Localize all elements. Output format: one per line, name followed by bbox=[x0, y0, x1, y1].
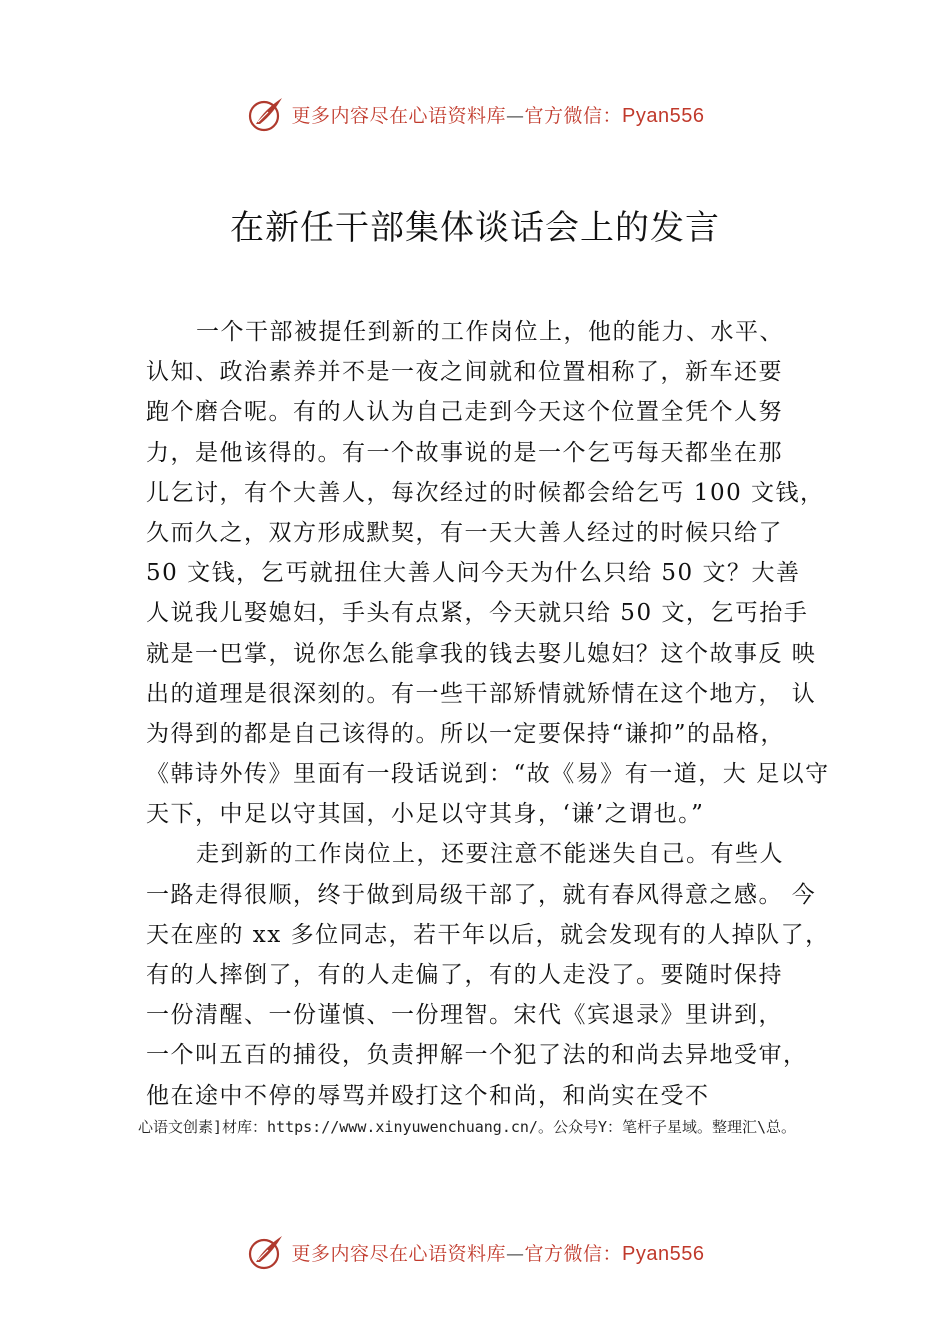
document-title: 在新任干部集体谈话会上的发言 bbox=[230, 208, 720, 248]
banner-slogan: 更多内容尽在心语资料库 bbox=[291, 1242, 507, 1265]
body-line: 人说我儿娶媳妇，手头有点紧，今天就只给 50 文，乞丐抬手 bbox=[146, 600, 809, 627]
header-banner bbox=[0, 92, 950, 136]
body-line: 走到新的工作岗位上，还要注意不能迷失自己。有些人 bbox=[196, 841, 784, 868]
body-line: 一路走得很顺，终于做到局级干部了，就有春风得意之感。 今 bbox=[146, 881, 817, 908]
banner-separator: — bbox=[506, 1243, 525, 1265]
wechat-label: 官方微信： bbox=[524, 1242, 623, 1265]
body-line: 《韩诗外传》里面有一段话说到：“故《易》有一道，大 足以守 bbox=[146, 761, 830, 788]
body-line: 天下，中足以守其国，小足以守其身，‘谦’之谓也。” bbox=[146, 801, 705, 828]
wechat-label: 官方微信： bbox=[524, 104, 623, 127]
quill-pen-icon bbox=[246, 94, 286, 134]
banner-separator: — bbox=[506, 105, 525, 127]
body-line: 他在途中不停的辱骂并殴打这个和尚，和尚实在受不 bbox=[146, 1082, 710, 1109]
body-line: 为得到的都是自己该得的。所以一定要保持“谦抑”的品格， bbox=[146, 720, 786, 747]
body-line: 力，是他该得的。有一个故事说的是一个乞丐每天都坐在那 bbox=[146, 439, 783, 466]
banner-content bbox=[246, 1232, 705, 1272]
body-line: 一份清醒、一份谨慎、一份理智。宋代《宾退录》里讲到， bbox=[146, 1002, 783, 1029]
document-body bbox=[146, 312, 836, 1116]
banner-slogan: 更多内容尽在心语资料库 bbox=[291, 104, 507, 127]
body-line: 就是一巴掌，说你怎么能拿我的钱去娶儿媳妇？这个故事反 映 bbox=[146, 640, 817, 667]
body-line: 儿乞讨，有个大善人，每次经过的时候都会给乞丐 100 文钱， bbox=[146, 479, 825, 506]
quill-pen-icon bbox=[246, 1232, 286, 1272]
source-note: 心语文创素]材库：https://www.xinyuwenchuang.cn/。公众号Y：笔杆子星域。整理汇\总。 bbox=[138, 1118, 797, 1136]
body-line: 有的人摔倒了，有的人走偏了，有的人走没了。要随时保持 bbox=[146, 962, 783, 988]
body-line: 一个叫五百的捕役，负责押解一个犯了法的和尚去异地受审， bbox=[146, 1042, 808, 1069]
body-line: 50 文钱，乞丐就扭住大善人问今天为什么只给 50 文？大善 bbox=[146, 560, 801, 587]
body-line: 久而久之，双方形成默契，有一天大善人经过的时候只给了 bbox=[146, 519, 783, 546]
body-line: 一个干部被提任到新的工作岗位上，他的能力、水平、 bbox=[196, 319, 784, 345]
footer-banner bbox=[0, 1230, 950, 1274]
wechat-id: Pyan556 bbox=[622, 104, 705, 127]
banner-text bbox=[292, 101, 705, 128]
wechat-id: Pyan556 bbox=[622, 1242, 705, 1265]
banner-text bbox=[292, 1239, 705, 1266]
body-line: 跑个磨合呢。有的人认为自己走到今天这个位置全凭个人努 bbox=[146, 399, 783, 426]
body-line: 天在座的 xx 多位同志，若干年以后，就会发现有的人掉队了， bbox=[146, 921, 830, 948]
body-line: 认知、政治素养并不是一夜之间就和位置相称了，新车还要 bbox=[146, 359, 783, 386]
body-line: 出的道理是很深刻的。有一些干部矫情就矫情在这个地方， 认 bbox=[146, 680, 817, 707]
banner-content bbox=[246, 94, 705, 134]
